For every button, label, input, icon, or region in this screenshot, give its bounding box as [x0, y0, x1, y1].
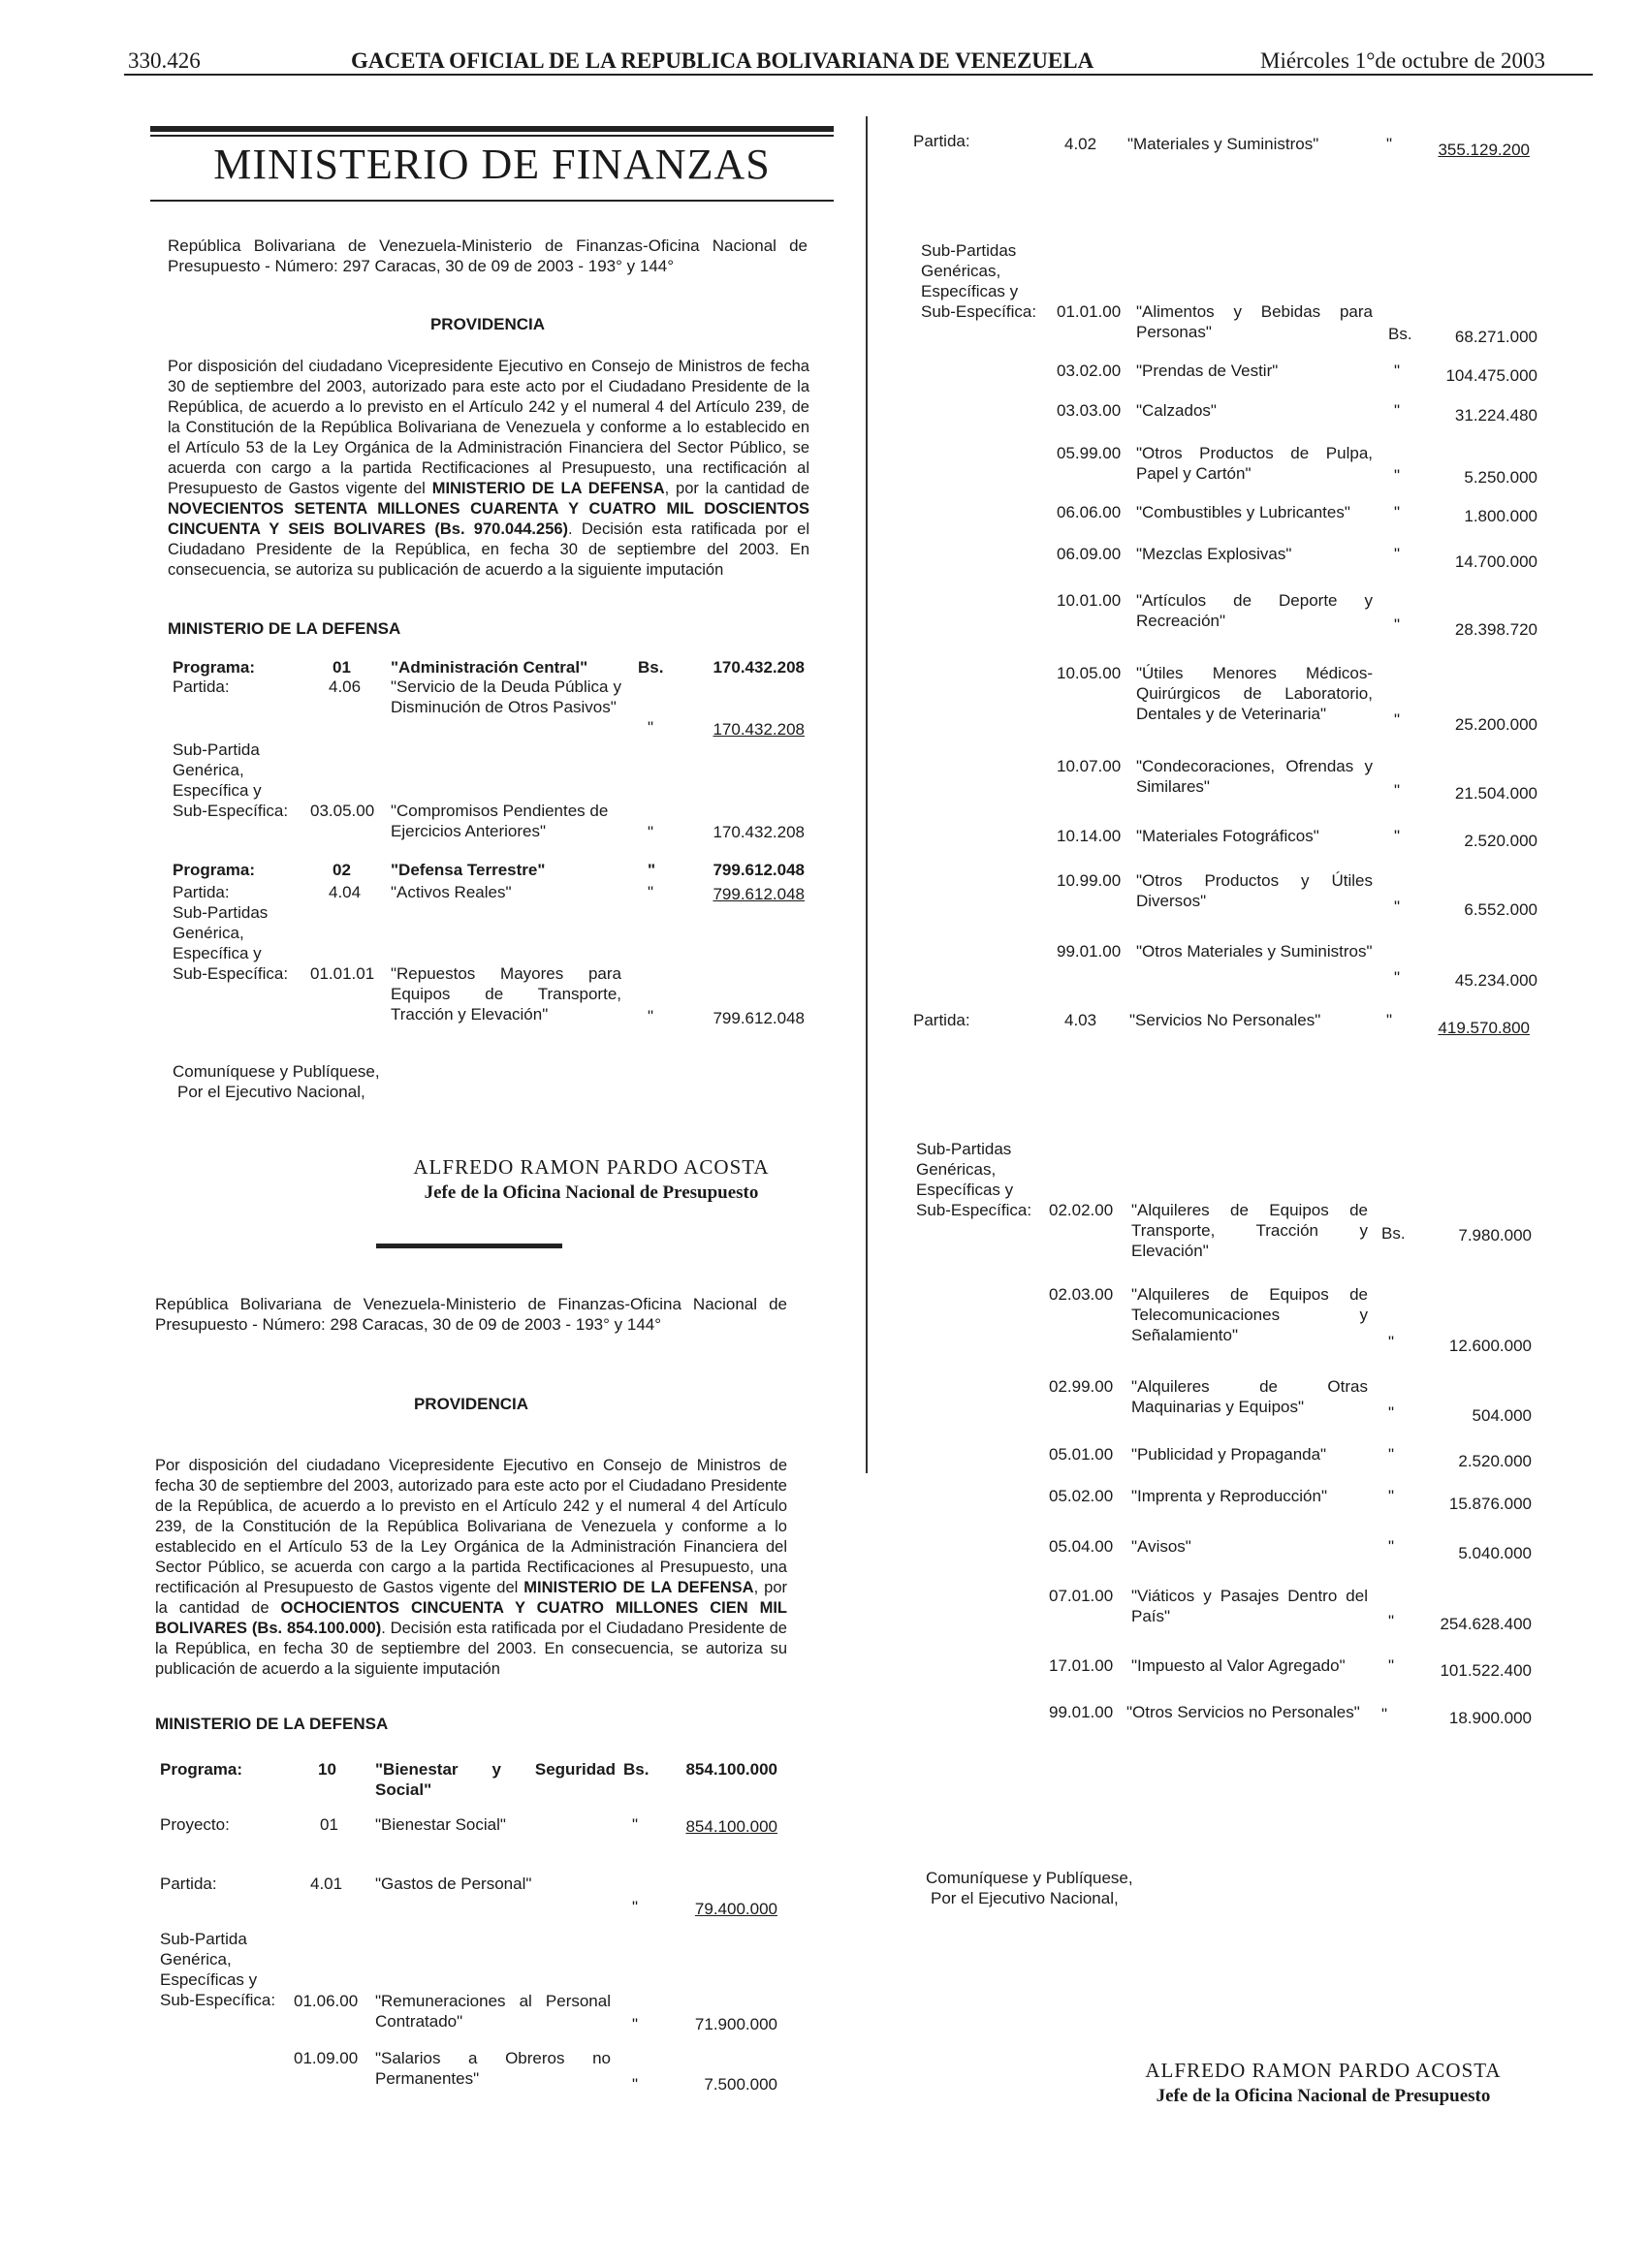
row-code: 02 — [333, 861, 351, 879]
right-closing — [926, 1868, 1133, 1908]
row-label: Sub-Partida Genérica, Específicas y Sub-Específica: — [160, 1930, 276, 2009]
right-closing-line2: Por el Ejecutivo Nacional, — [931, 1889, 1119, 1907]
row-code: 10.07.00 — [1057, 757, 1122, 775]
issue-date: Miércoles 1°de octubre de 2003 — [1260, 48, 1546, 73]
row-label: Partida: — [913, 132, 970, 150]
row-amount: 2.520.000 — [1464, 832, 1537, 850]
row-desc: "Remuneraciones al Personal Contratado" — [375, 1992, 611, 2031]
row-unit: " — [1394, 781, 1401, 800]
doc2-body-amount: OCHOCIENTOS CINCUENTA Y CUATRO MILLONES CIEN MIL BOLIVARES (Bs. 854.100.000) — [155, 1599, 787, 1637]
row-desc: "Calzados" — [1136, 401, 1217, 420]
row-code: 01 — [320, 1815, 338, 1834]
row-unit: " — [1388, 1487, 1395, 1505]
row-desc: "Avisos" — [1131, 1537, 1191, 1556]
row-desc: "Otros Materiales y Suministros" — [1136, 942, 1373, 961]
row-code: 10.01.00 — [1057, 591, 1122, 610]
row-amount: 104.475.000 — [1445, 366, 1537, 385]
row-amount: 25.200.000 — [1454, 715, 1537, 734]
row-code: 4.04 — [329, 883, 362, 901]
row-code: 10 — [318, 1760, 336, 1779]
row-desc: "Compromisos Pendientes de Ejercicios Anteriores" — [391, 802, 609, 840]
row-label: Sub-Partidas Genéricas, Específicas y Sub-Específica: — [921, 241, 1037, 321]
row-code: 07.01.00 — [1049, 1587, 1114, 1605]
doc1-body-amount: NOVECIENTOS SETENTA MILLONES CUARENTA Y CUATRO MIL DOSCIENTOS CINCUENTA Y SEIS BOLIVARES (Bs. 970.044.256) — [168, 500, 809, 538]
doc2-intro — [155, 1294, 787, 1335]
row-amount: 101.522.400 — [1440, 1661, 1532, 1680]
doc1-intro-line2: Presupuesto - Número: 297 Caracas, 30 de 09 de 2003 - 193° y 144° — [168, 257, 675, 275]
row-desc: "Viáticos y Pasajes Dentro del País" — [1131, 1587, 1368, 1625]
row-amount: 5.250.000 — [1464, 468, 1537, 487]
row-code: 03.05.00 — [310, 802, 375, 820]
row-amount: 2.520.000 — [1458, 1452, 1532, 1470]
row-unit: " — [1394, 968, 1401, 987]
row-code: 05.01.00 — [1049, 1445, 1114, 1464]
row-desc: "Alquileres de Equipos de Telecomunicaciones y Señalamiento" — [1131, 1285, 1368, 1344]
row-desc: "Servicio de la Deuda Pública y Disminución de Otros Pasivos" — [391, 677, 621, 716]
section-separator — [376, 1244, 562, 1248]
doc1-heading: PROVIDENCIA — [429, 315, 546, 333]
row-unit: " — [1394, 401, 1401, 420]
row-code: 05.04.00 — [1049, 1537, 1114, 1556]
doc2-body-text-1: Por disposición del ciudadano Vicepresidente Ejecutivo en Consejo de Ministros de fecha 30 de septiembre del 2003, autorizado para este acto por el Ciudadano Presidente de la República, de acuerdo a lo previsto en el Artículo 242 y el numeral 4 del Artículo 239, de la Constitución de la República Bolivariana de Venezuela y conforme a lo establecido en el Artículo 53 de la Ley Orgánica de la Administración Financiera del Sector Público, se acuerda con cargo a la partida Rectificaciones al Presupuesto, una rectificación al Presupuesto de Gastos vigente del — [155, 1457, 787, 1596]
header-rule — [124, 74, 1593, 76]
row-desc: "Otros Productos de Pulpa, Papel y Cartón" — [1136, 444, 1373, 483]
row-label: Sub-Partidas Genéricas, Específicas y Sub-Específica: — [916, 1140, 1032, 1219]
row-unit: " — [648, 718, 654, 737]
row-desc: "Salarios a Obreros no Permanentes" — [375, 2049, 611, 2088]
row-desc: "Prendas de Vestir" — [1136, 362, 1279, 380]
row-amount: 355.129.200 — [1438, 141, 1530, 159]
row-unit: " — [632, 1898, 639, 1916]
row-unit: " — [1388, 1333, 1395, 1351]
row-desc: "Defensa Terrestre" — [391, 861, 546, 879]
row-code: 03.02.00 — [1057, 362, 1122, 380]
row-amount: 854.100.000 — [685, 1760, 777, 1779]
row-unit: Bs. — [638, 658, 664, 677]
doc2-body — [155, 1456, 787, 1680]
row-desc: "Alquileres de Otras Maquinarias y Equipos" — [1131, 1377, 1368, 1416]
doc1-body-text-2: , por la cantidad de — [664, 480, 809, 497]
row-amount: 170.432.208 — [713, 720, 805, 739]
row-amount: 79.400.000 — [694, 1900, 777, 1918]
doc1-closing-line1: Comuníquese y Publíquese, — [173, 1062, 380, 1081]
row-amount: 18.900.000 — [1448, 1709, 1532, 1727]
row-unit: " — [648, 861, 656, 879]
row-amount: 12.600.000 — [1448, 1337, 1532, 1355]
row-amount: 254.628.400 — [1440, 1615, 1532, 1633]
row-amount: 28.398.720 — [1454, 620, 1537, 639]
banner-rule-top — [150, 126, 834, 132]
row-amount: 45.234.000 — [1454, 971, 1537, 990]
page-number: 330.426 — [128, 48, 201, 73]
doc1-body-ministry: MINISTERIO DE LA DEFENSA — [431, 480, 665, 497]
row-desc: "Servicios No Personales" — [1129, 1011, 1321, 1029]
row-code: 99.01.00 — [1049, 1703, 1114, 1721]
row-desc: "Repuestos Mayores para Equipos de Transporte, Tracción y Elevación" — [391, 964, 621, 1024]
row-code: 10.99.00 — [1057, 871, 1122, 890]
row-unit: " — [1386, 1011, 1393, 1029]
doc1-body-text-3: . Decisión esta ratificada por el Ciudadano Presidente de la República, en fecha 30 de septiembre del 2003. En consecuencia, se autoriza su publicación de acuerdo a la siguiente imputación — [168, 520, 809, 579]
row-unit: " — [1388, 1445, 1395, 1464]
row-desc: "Alimentos y Bebidas para Personas" — [1136, 302, 1373, 341]
doc2-body-text-3: . Decisión esta ratificada por el Ciudadano Presidente de la República, en fecha 30 de septiembre del 2003. En consecuencia, se autoriza su publicación de acuerdo a la siguiente imputación — [155, 1620, 787, 1678]
row-amount: 419.570.800 — [1438, 1019, 1530, 1037]
ministry-title: MINISTERIO DE FINANZAS — [213, 141, 771, 188]
row-unit: " — [648, 1007, 654, 1025]
row-amount: 21.504.000 — [1454, 784, 1537, 803]
row-label: Partida: — [160, 1874, 217, 1893]
row-amount: 799.612.048 — [713, 885, 805, 903]
row-unit: " — [1388, 1656, 1395, 1675]
row-desc: "Impuesto al Valor Agregado" — [1131, 1656, 1346, 1675]
banner-rule-bottom — [150, 200, 834, 202]
row-desc: "Artículos de Deporte y Recreación" — [1136, 591, 1373, 630]
row-code: 02.03.00 — [1049, 1285, 1114, 1304]
row-code: 06.06.00 — [1057, 503, 1122, 521]
row-unit: " — [648, 823, 654, 841]
row-amount: 14.700.000 — [1454, 552, 1537, 571]
row-code: 4.03 — [1064, 1011, 1097, 1029]
row-code: 01 — [333, 658, 351, 677]
row-desc: "Condecoraciones, Ofrendas y Similares" — [1136, 757, 1373, 796]
row-label: Programa: — [160, 1760, 243, 1779]
row-unit: " — [1394, 710, 1401, 729]
row-amount: 170.432.208 — [713, 823, 805, 841]
doc2-intro-line1: República Bolivariana de Venezuela-Ministerio de Finanzas-Oficina Nacional de — [155, 1295, 787, 1313]
row-unit: " — [1394, 615, 1401, 634]
row-label: Partida: — [913, 1011, 970, 1029]
row-desc: "Administración Central" — [391, 658, 588, 677]
row-desc: "Activos Reales" — [391, 883, 512, 901]
row-unit: " — [1381, 1705, 1388, 1723]
row-desc: "Publicidad y Propaganda" — [1131, 1445, 1327, 1464]
right-signer-name: ALFREDO RAMON PARDO ACOSTA — [1145, 2059, 1502, 2082]
right-closing-line1: Comuníquese y Publíquese, — [926, 1869, 1133, 1887]
doc2-heading: PROVIDENCIA — [413, 1395, 529, 1413]
row-code: 02.02.00 — [1049, 1201, 1114, 1219]
row-amount: 31.224.480 — [1454, 406, 1537, 425]
row-desc: "Alquileres de Equipos de Transporte, Tracción y Elevación" — [1131, 1201, 1368, 1260]
row-unit: Bs. — [1388, 325, 1412, 343]
banner-rule-top-thin — [150, 135, 834, 137]
row-unit: " — [1394, 503, 1401, 521]
row-amount: 170.432.208 — [713, 658, 805, 677]
row-amount: 7.980.000 — [1458, 1226, 1532, 1244]
row-amount: 5.040.000 — [1458, 1544, 1532, 1562]
row-amount: 15.876.000 — [1448, 1495, 1532, 1513]
row-code: 01.01.01 — [310, 964, 375, 983]
row-desc: "Materiales Fotográficos" — [1136, 827, 1319, 845]
row-label: Sub-Partidas Genérica, Específica y Sub-Específica: — [173, 903, 289, 983]
doc2-intro-line2: Presupuesto - Número: 298 Caracas, 30 de 09 de 2003 - 193° y 144° — [155, 1315, 662, 1334]
row-unit: Bs. — [1381, 1224, 1406, 1243]
doc2-body-ministry: MINISTERIO DE LA DEFENSA — [523, 1579, 754, 1596]
doc1-ministry: MINISTERIO DE LA DEFENSA — [168, 619, 401, 638]
row-amount: 799.612.048 — [713, 1009, 805, 1027]
row-amount: 7.500.000 — [704, 2075, 777, 2094]
column-divider — [866, 116, 868, 1473]
doc2-body-text-2: , por la cantidad de — [155, 1579, 787, 1617]
doc1-intro-line1: República Bolivariana de Venezuela-Ministerio de Finanzas-Oficina Nacional de — [168, 236, 808, 255]
row-unit: " — [648, 883, 654, 901]
row-code: 4.02 — [1064, 135, 1097, 153]
row-code: 06.09.00 — [1057, 545, 1122, 563]
row-desc: "Útiles Menores Médicos-Quirúrgicos de Laboratorio, Dentales y de Veterinaria" — [1136, 664, 1373, 723]
row-unit: " — [632, 2075, 639, 2094]
row-label: Partida: — [173, 883, 230, 901]
doc2-ministry: MINISTERIO DE LA DEFENSA — [155, 1715, 389, 1733]
row-unit: " — [1394, 362, 1401, 380]
doc1-signer-name: ALFREDO RAMON PARDO ACOSTA — [413, 1155, 770, 1179]
doc1-closing-line2: Por el Ejecutivo Nacional, — [177, 1083, 365, 1101]
row-code: 03.03.00 — [1057, 401, 1122, 420]
doc1-body-text-1: Por disposición del ciudadano Vicepresidente Ejecutivo en Consejo de Ministros de fecha 30 de septiembre del 2003, autorizado para este acto por el Ciudadano Presidente de la República, de acuerdo a lo previsto en el Artículo 242 y el numeral 4 del Artículo 239, de la Constitución de la República Bolivariana de Venezuela y conforme a lo establecido en el Artículo 53 de la Ley Orgánica de la Administración Financiera del Sector Público, se acuerda con cargo a la partida Rectificaciones al Presupuesto, una rectificación al Presupuesto de Gastos vigente del — [168, 358, 809, 497]
row-unit: " — [1394, 898, 1401, 916]
row-label: Sub-Partida Genérica, Específica y Sub-Específica: — [173, 740, 289, 820]
row-unit: " — [632, 2015, 639, 2033]
right-signer-title: Jefe de la Oficina Nacional de Presupuesto — [1156, 2086, 1491, 2106]
row-unit: " — [1388, 1403, 1395, 1422]
row-amount: 504.000 — [1472, 1406, 1532, 1425]
row-code: 10.05.00 — [1057, 664, 1122, 682]
row-label: Programa: — [173, 658, 256, 677]
row-unit: " — [632, 1815, 639, 1834]
row-code: 01.01.00 — [1057, 302, 1122, 321]
row-desc: "Combustibles y Lubricantes" — [1136, 503, 1350, 521]
doc1-closing — [173, 1061, 380, 1102]
row-amount: 71.900.000 — [694, 2015, 777, 2033]
row-code: 01.09.00 — [294, 2049, 359, 2067]
row-desc: "Materiales y Suministros" — [1127, 135, 1319, 153]
row-amount: 6.552.000 — [1464, 900, 1537, 919]
row-code: 05.99.00 — [1057, 444, 1122, 462]
doc1-body — [168, 357, 809, 581]
row-code: 99.01.00 — [1057, 942, 1122, 961]
row-desc: "Mezclas Explosivas" — [1136, 545, 1292, 563]
row-code: 4.01 — [310, 1874, 343, 1893]
publication-title: GACETA OFICIAL DE LA REPUBLICA BOLIVARIANA DE VENEZUELA — [351, 48, 1094, 73]
row-desc: "Gastos de Personal" — [375, 1874, 532, 1893]
row-code: 02.99.00 — [1049, 1377, 1114, 1396]
row-code: 05.02.00 — [1049, 1487, 1114, 1505]
row-unit: " — [1394, 545, 1401, 563]
row-label: Partida: — [173, 677, 230, 696]
row-unit: Bs. — [623, 1760, 650, 1779]
row-unit: " — [1394, 466, 1401, 485]
row-unit: " — [1388, 1537, 1395, 1556]
row-desc: "Imprenta y Reproducción" — [1131, 1487, 1327, 1505]
row-desc: "Bienestar y Seguridad Social" — [375, 1760, 616, 1799]
row-unit: " — [1394, 827, 1401, 845]
row-code: 17.01.00 — [1049, 1656, 1114, 1675]
row-unit: " — [1388, 1612, 1395, 1630]
doc1-intro — [168, 236, 808, 276]
row-code: 01.06.00 — [294, 1992, 359, 2010]
row-unit: " — [1386, 135, 1393, 153]
row-amount: 68.271.000 — [1454, 328, 1537, 346]
row-desc: "Otros Servicios no Personales" — [1126, 1703, 1360, 1721]
row-code: 10.14.00 — [1057, 827, 1122, 845]
row-label: Programa: — [173, 861, 256, 879]
row-amount: 1.800.000 — [1464, 507, 1537, 525]
row-amount: 854.100.000 — [685, 1817, 777, 1836]
row-label: Proyecto: — [160, 1815, 230, 1834]
row-amount: 799.612.048 — [713, 861, 805, 879]
row-desc: "Otros Productos y Útiles Diversos" — [1136, 871, 1373, 910]
doc1-signer-title: Jefe de la Oficina Nacional de Presupuesto — [424, 1182, 759, 1203]
row-code: 4.06 — [329, 677, 362, 696]
row-desc: "Bienestar Social" — [375, 1815, 506, 1834]
